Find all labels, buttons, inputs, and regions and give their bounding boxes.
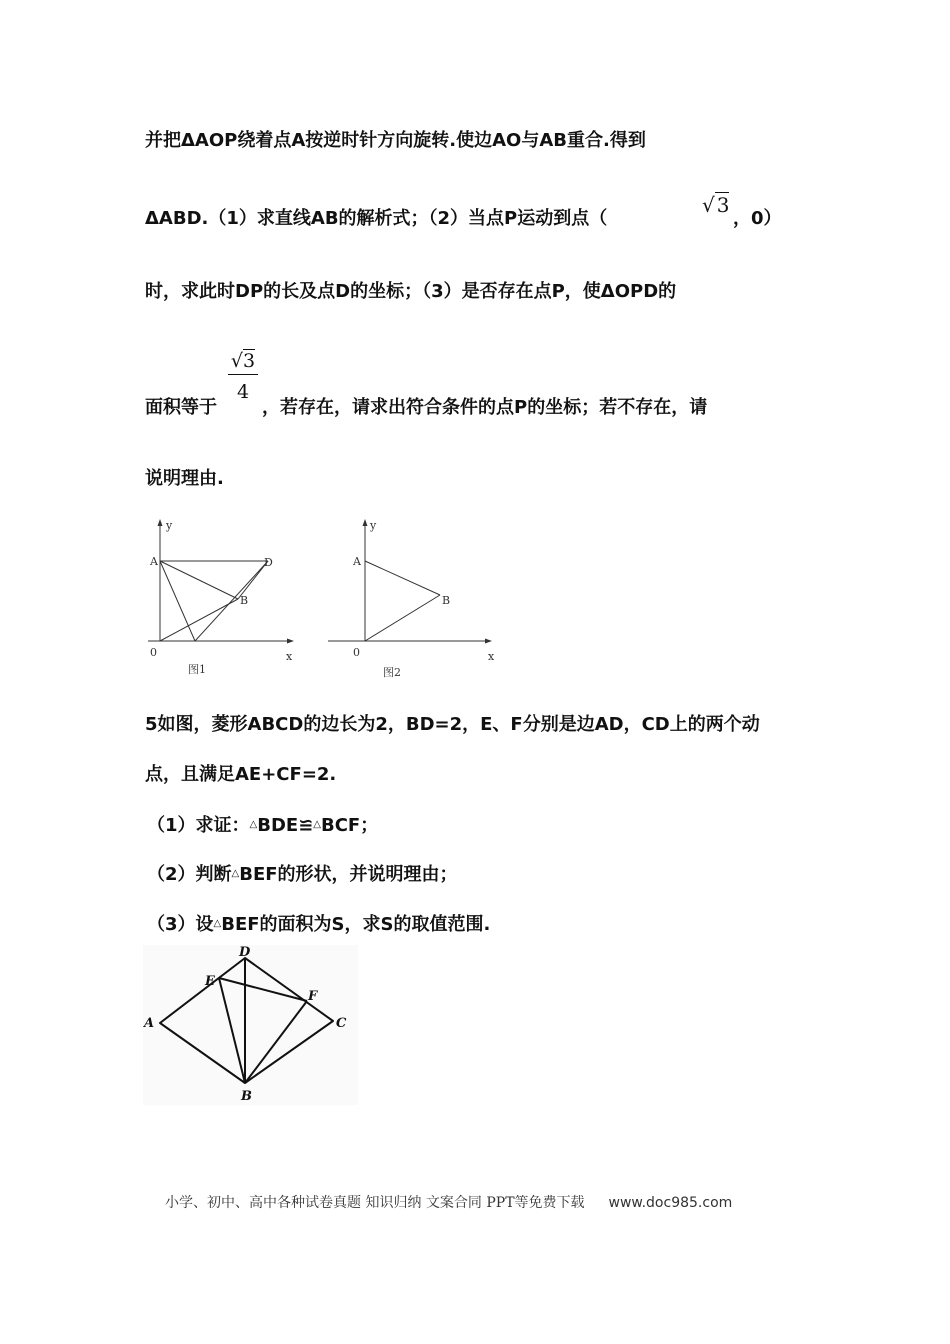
- fig1-A-label: A: [150, 555, 158, 568]
- sqrt-three: √ 3: [702, 193, 730, 217]
- fig2-origin-label: 0: [353, 646, 360, 659]
- q1-prefix: （1）求证：: [147, 815, 250, 836]
- fig1-x-label: x: [286, 650, 293, 663]
- problem5-line2: 点，且满足AE+CF=2.: [145, 764, 337, 785]
- problem5-question-3: [147, 913, 490, 936]
- triangle-symbol: △: [231, 868, 240, 879]
- footer-url[interactable]: www.doc985.com: [608, 1195, 733, 1211]
- q1-end: BCF；: [320, 815, 379, 836]
- figure-3-rhombus: [143, 945, 358, 1105]
- q2-prefix: （2）判断: [147, 864, 232, 885]
- problem4-line1: 并把ΔAOP绕着点A按逆时针方向旋转.使边AO与AB重合.得到: [145, 130, 646, 151]
- fig3-A-label: A: [144, 1016, 155, 1031]
- fig3-E-label: E: [205, 974, 215, 989]
- fig2-B-label: B: [442, 594, 451, 607]
- fraction-denominator: 4: [236, 381, 250, 403]
- q3-end: BEF的面积为S，求S的取值范围.: [221, 914, 491, 935]
- fig1-D-label: D: [264, 556, 273, 569]
- fig1-caption: 图1: [188, 663, 206, 676]
- q1-mid: BDE≌: [257, 815, 314, 836]
- fig1-y-label: y: [166, 519, 173, 532]
- fig2-A-label: A: [353, 555, 361, 568]
- fig2-y-label: y: [370, 519, 377, 532]
- problem4-line5: 说明理由.: [145, 468, 224, 489]
- fraction-numerator: √3: [228, 350, 258, 375]
- problem4-line4b: ，若存在，请求出符合条件的点P的坐标；若不存在，请: [262, 397, 708, 418]
- fig3-D-label: D: [239, 945, 251, 960]
- figure-1: [140, 515, 310, 680]
- fig3-B-label: B: [241, 1089, 252, 1104]
- fig2-caption: 图2: [383, 666, 401, 679]
- figure-2: [320, 515, 505, 680]
- q2-end: BEF的形状，并说明理由；: [239, 864, 458, 885]
- triangle-symbol: △: [313, 819, 321, 830]
- footer-text: 小学、初中、高中各种试卷真题 知识归纳 文案合同 PPT等免费下载: [165, 1195, 585, 1211]
- problem5-line1: 5如图，菱形ABCD的边长为2，BD=2，E、F分别是边AD，CD上的两个动: [145, 714, 760, 735]
- fig1-B-label: B: [240, 594, 249, 607]
- fig3-F-label: F: [308, 989, 318, 1004]
- problem4-line3: 时，求此时DP的长及点D的坐标；（3）是否存在点P，使ΔOPD的: [145, 281, 677, 302]
- problem4-line4a: 面积等于: [145, 397, 217, 418]
- fig3-C-label: C: [336, 1016, 347, 1031]
- problem4-line2-text: ΔABD.（1）求直线AB的解析式；（2）当点P运动到点（: [145, 208, 608, 229]
- fig1-origin-label: 0: [150, 646, 157, 659]
- q3-prefix: （3）设: [147, 914, 214, 935]
- fig2-x-label: x: [488, 650, 495, 663]
- triangle-symbol: △: [213, 918, 222, 929]
- problem5-question-2: [147, 863, 458, 886]
- fraction-sqrt3-over-4: [228, 350, 258, 403]
- page-footer: [165, 1192, 732, 1212]
- problem5-question-1: [147, 814, 378, 837]
- problem4-line2: [145, 208, 607, 230]
- sqrt-radicand: 3: [716, 193, 730, 217]
- problem4-line2-end: ，0）: [733, 208, 782, 229]
- triangle-symbol: △: [249, 819, 258, 830]
